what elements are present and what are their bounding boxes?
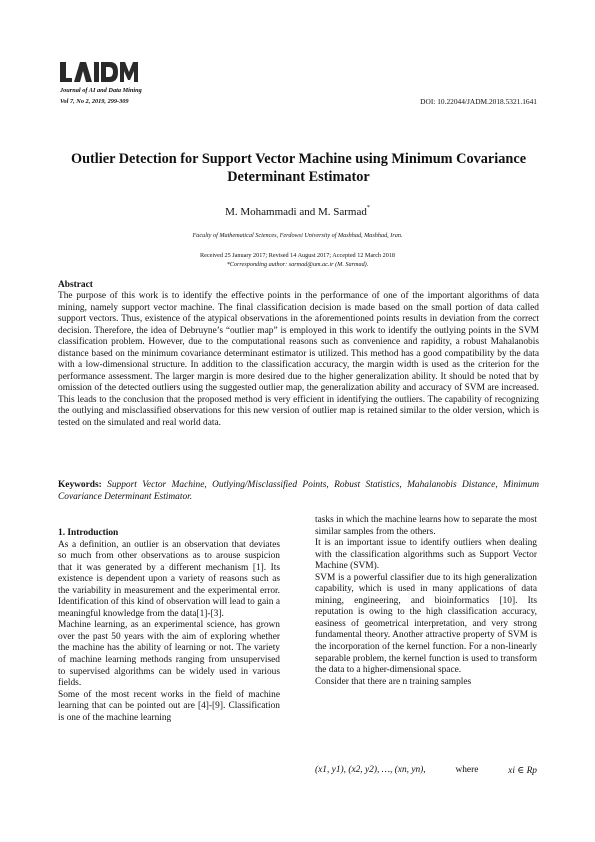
keywords <box>58 480 539 503</box>
journal-logo <box>60 58 138 86</box>
paper-title-line-2: Determinant Estimator <box>227 169 370 185</box>
journal-name: Journal of AI and Data Mining <box>60 87 142 94</box>
abstract-heading: Abstract <box>58 280 93 290</box>
journal-volume: Vol 7, No 2, 2019, 299-309 <box>60 98 129 105</box>
author-list <box>0 205 595 218</box>
corresponding-mark: * <box>366 205 370 211</box>
corresponding-author: *Corresponding author: sarmad@um.ac.ir (M. Sarmad). <box>226 261 369 268</box>
membership-expression: xi ∈ Rp <box>508 765 537 776</box>
abstract-text: The purpose of this work is to identify the effective points in the performance of one of the important algorithms of data mining, namely support vector machine. The final classification decision is made based on the small portion of data called support vectors. Thus, existence of the atypical observations in the aforementioned points results in deviation from the correct decision. Therefore, the idea of Debruyne’s “outlier map” is employed in this work to identify the outlying points in the SVM classification problem. However, due to the computational reasons such as convenience and rapidity, a robust Mahalanobis distance based on the minimum covariance determinant estimator is utilized. This method has a good compatibility by the data with a low-dimensional structure. In addition to the classification accuracy, the margin width is used as the criterion for the performance assessment. The larger margin is more desired due to the higher generalization ability. It should be noted that by omission of the detected outliers using the suggested outlier map, the generalization ability and accuracy of SVM are increased. This leads to the conclusion that the proposed method is very efficient in identifying the outliers. The capability of recognizing the outlying and misclassified observations for this new version of outlier map is retained similar to the older version, which is tested on the simulated and real world data. <box>58 291 539 429</box>
samples-expression: (x1, y1), (x2, y2), …, (xn, yn), <box>315 765 426 775</box>
received-dates: Received 25 January 2017; Revised 14 August 2017; Accepted 12 March 2018 <box>199 252 396 259</box>
doi[interactable]: DOI: 10.22044/JADM.2018.5321.1641 <box>420 97 537 106</box>
affiliation: Faculty of Mathematical Sciences, Ferdowsi University of Mashhad, Mashhad, Iran. <box>192 232 403 239</box>
paper-title-line-1: Outlier Detection for Support Vector Machine using Minimum Covariance <box>70 151 527 167</box>
section-heading-introduction: 1. Introduction <box>58 528 119 538</box>
keywords-text: Support Vector Machine, Outlying/Misclassified Points, Robust Statistics, Mahalanobis Distance, Minimum Covariance Determinant Estimator. <box>58 480 539 502</box>
paragraph: tasks in which the machine learns how to separate the most similar samples from the others. <box>315 515 537 537</box>
paragraph: As a definition, an outlier is an observation that deviates so much from other observations as to arouse suspicion that it was generated by a different mechanism [1]. Its existence is dependent upon a variety of reasons such as the variability in measurement and the experimental error. Identification of this kind of observation will lead to gain a meaningful knowledge from the data[1]-[3]. <box>58 539 280 619</box>
training-samples-formula <box>315 762 537 778</box>
paragraph: Some of the most recent works in the field of machine learning that can be pointed out are [4]-[9]. Classification is one of the machine learning <box>58 689 280 723</box>
where-label: where <box>455 765 479 775</box>
left-column <box>58 528 280 724</box>
paragraph: SVM is a powerful classifier due to its high generalization capability, which is used in many applications of data mining, engineering, and bioinformatics [10]. Its reputation is owing to the high classification accuracy, easiness of geometrical interpretation, and very strong fundamental theory. Another attractive property of SVM is the incorporation of the kernel function. For a non-linearly separable problem, the kernel function is used to transform the data to a higher-dimensional space. <box>315 572 537 676</box>
paragraph: Machine learning, as an experimental science, has grown over the past 50 years with the aim of exploring whether the machine has the ability of learning or not. The variety of machine learning methods ranging from unsupervised to supervised algorithms can be widely used in various fields. <box>58 620 280 689</box>
keywords-label: Keywords: <box>58 480 102 490</box>
author-names: M. Mohammadi and M. Sarmad <box>225 206 367 218</box>
paragraph: It is an important issue to identify outliers when dealing with the classification algorithms such as Support Vector Machine (SVM). <box>315 538 537 572</box>
right-column <box>315 515 537 688</box>
paragraph: Consider that there are n training samples <box>315 676 472 687</box>
